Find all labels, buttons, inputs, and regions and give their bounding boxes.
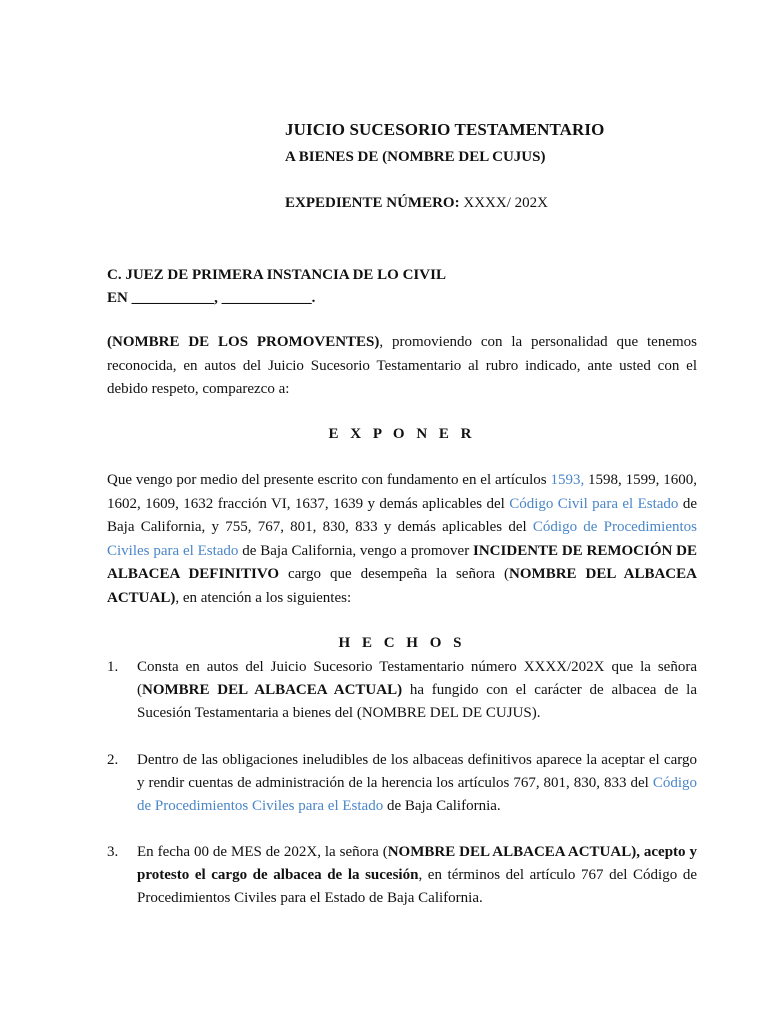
heading-exponer: E X P O N E R: [328, 426, 476, 442]
link-codigo-procedimientos[interactable]: Código de Procedimientos Civiles para el Estado: [107, 519, 697, 559]
intro-paragraph: [107, 331, 697, 402]
expediente-line: [285, 195, 548, 212]
hecho-3-text-c: , en términos del artículo 767 del Código de Procedimientos Civiles para el Estado de Baja California.: [137, 867, 697, 907]
expediente-value: XXXX/ 202X: [463, 195, 548, 211]
exponer-text-4: de Baja California, vengo a promover: [238, 542, 474, 559]
link-codigo-civil[interactable]: Código Civil para el Estado: [509, 495, 679, 512]
exponer-text-2: 1598, 1599, 1600, 1602, 1609, 1632 fracción VI, 1637, 1639 y demás aplicables del: [107, 472, 697, 512]
incidente-title: INCIDENTE DE REMOCIÓN DE ALBACEA DEFINITIVO: [107, 542, 698, 582]
link-codigo-procedimientos-hecho-2[interactable]: Código de Procedimientos Civiles para el Estado: [137, 775, 697, 815]
document-title: JUICIO SUCESORIO TESTAMENTARIO: [285, 120, 605, 139]
list-item-number: 2.: [107, 752, 119, 768]
exponer-text-1: Que vengo por medio del presente escrito con fundamento en el artículos: [107, 472, 551, 488]
albacea-name: NOMBRE DEL ALBACEA ACTUAL): [107, 566, 697, 606]
hecho-3-bold: NOMBRE DEL ALBACEA ACTUAL), acepto y protesto el cargo de albacea de la sucesión: [137, 844, 697, 884]
exponer-paragraph: [107, 469, 697, 610]
promoventes-name: (NOMBRE DE LOS PROMOVENTES): [107, 334, 380, 350]
list-item-number: 1.: [107, 659, 119, 675]
hecho-2-text-c: de Baja California.: [383, 798, 501, 815]
hecho-1-text-c: ha fungido con el carácter de albacea de la Sucesión Testamentaria a bienes del (NOMBRE DEL DE CUJUS).: [137, 682, 697, 722]
hecho-1-text-a: Consta en autos del Juicio Sucesorio Testamentario número XXXX/202X que la señora (: [137, 659, 697, 699]
hecho-2-text-a: Dentro de las obligaciones ineludibles de los albaceas definitivos aparece la aceptar el cargo y rendir cuentas de administración de la herencia los artículos 767, 801, 830, 833 del: [137, 752, 697, 792]
list-item-text: [137, 656, 697, 726]
intro-text: , promoviendo con la personalidad que tenemos reconocida, en autos del Juicio Sucesorio Testamentario al rubro indicado, ante usted con el debido respeto, comparezco a:: [107, 334, 697, 397]
hecho-1-bold: NOMBRE DEL ALBACEA ACTUAL): [142, 682, 403, 699]
judge-address: [107, 264, 446, 310]
expediente-label: EXPEDIENTE NÚMERO:: [285, 195, 460, 211]
list-item-number: 3.: [107, 844, 119, 860]
heading-hechos: H E C H O S: [338, 635, 466, 651]
hecho-3-text-a: En fecha 00 de MES de 202X, la señora (: [137, 844, 388, 860]
document-subtitle: A BIENES DE (NOMBRE DEL CUJUS): [285, 149, 546, 165]
judge-line-1: C. JUEZ DE PRIMERA INSTANCIA DE LO CIVIL: [107, 267, 446, 283]
exponer-text-6: , en atención a los siguientes:: [175, 589, 352, 606]
exponer-text-3: de Baja California, y 755, 767, 801, 830, 833 y demás aplicables del: [107, 495, 697, 535]
judge-line-2: EN ___________, ____________.: [107, 290, 316, 306]
link-article-1593[interactable]: 1593,: [550, 472, 585, 488]
exponer-text-5: cargo que desempeña la señora (: [279, 566, 510, 582]
list-item-text: [137, 841, 697, 911]
list-item-text: [137, 749, 697, 819]
